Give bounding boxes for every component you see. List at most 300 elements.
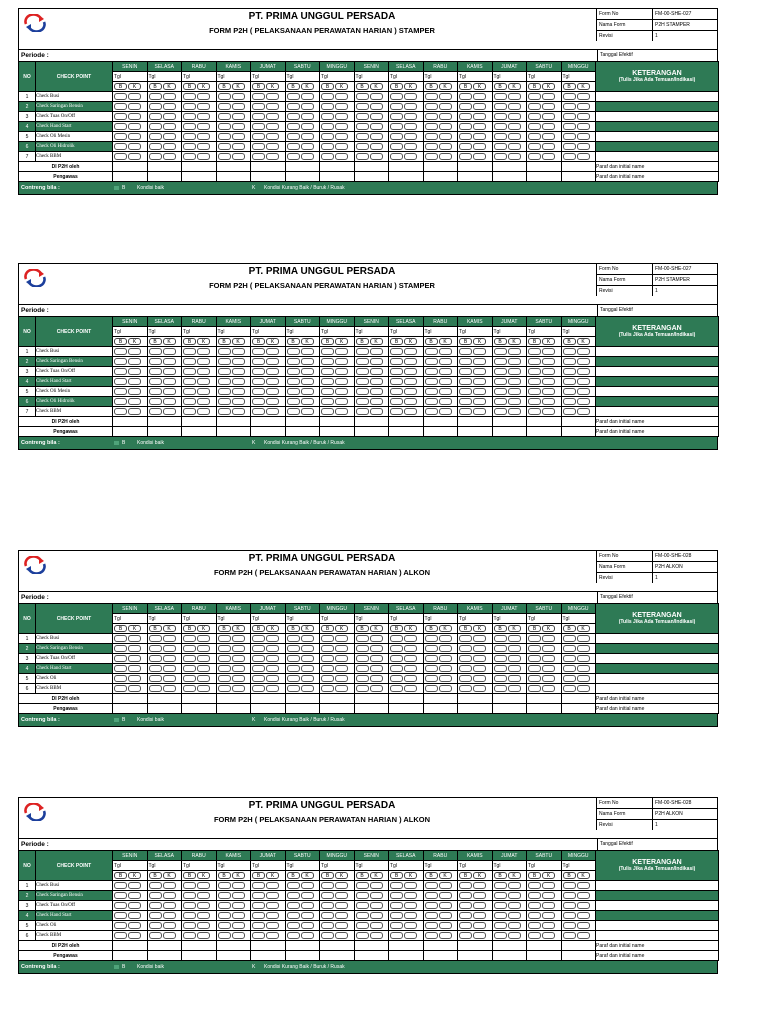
check-b-box[interactable] xyxy=(287,103,300,110)
signature-cell[interactable] xyxy=(216,951,251,961)
check-k-box[interactable] xyxy=(232,153,245,160)
check-b-box[interactable] xyxy=(114,113,127,120)
check-k-box[interactable] xyxy=(370,388,383,395)
check-k-box[interactable] xyxy=(542,645,555,652)
check-b-box[interactable] xyxy=(183,123,196,130)
check-b-box[interactable] xyxy=(390,358,403,365)
check-b-box[interactable] xyxy=(149,635,162,642)
check-b-box[interactable] xyxy=(494,892,507,899)
check-b-box[interactable] xyxy=(183,902,196,909)
check-k-box[interactable] xyxy=(232,882,245,889)
check-b-box[interactable] xyxy=(390,645,403,652)
check-k-box[interactable] xyxy=(197,103,210,110)
check-k-box[interactable] xyxy=(197,882,210,889)
signature-cell[interactable] xyxy=(527,941,562,951)
check-k-box[interactable] xyxy=(577,912,590,919)
check-b-box[interactable] xyxy=(494,153,507,160)
tgl-cell[interactable] xyxy=(354,861,389,871)
check-k-box[interactable] xyxy=(301,902,314,909)
tgl-cell[interactable] xyxy=(389,72,424,82)
tgl-cell[interactable] xyxy=(492,327,527,337)
signature-cell[interactable] xyxy=(458,951,493,961)
check-k-box[interactable] xyxy=(542,635,555,642)
check-k-box[interactable] xyxy=(163,388,176,395)
check-b-box[interactable] xyxy=(563,103,576,110)
signature-cell[interactable] xyxy=(182,941,217,951)
check-b-box[interactable] xyxy=(390,932,403,939)
check-k-box[interactable] xyxy=(266,665,279,672)
signature-cell[interactable] xyxy=(216,417,251,427)
check-b-box[interactable] xyxy=(356,912,369,919)
check-k-box[interactable] xyxy=(197,378,210,385)
check-k-box[interactable] xyxy=(266,358,279,365)
check-k-box[interactable] xyxy=(197,408,210,415)
check-b-box[interactable] xyxy=(528,153,541,160)
check-b-box[interactable] xyxy=(425,143,438,150)
tgl-cell[interactable] xyxy=(216,614,251,624)
check-b-box[interactable] xyxy=(252,93,265,100)
check-k-box[interactable] xyxy=(197,388,210,395)
check-k-box[interactable] xyxy=(542,133,555,140)
check-b-box[interactable] xyxy=(114,912,127,919)
check-b-box[interactable] xyxy=(321,685,334,692)
check-k-box[interactable] xyxy=(266,645,279,652)
signature-cell[interactable] xyxy=(251,417,286,427)
check-k-box[interactable] xyxy=(128,113,141,120)
check-b-box[interactable] xyxy=(218,645,231,652)
signature-cell[interactable] xyxy=(182,172,217,182)
check-k-box[interactable] xyxy=(128,675,141,682)
check-k-box[interactable] xyxy=(197,123,210,130)
tgl-cell[interactable] xyxy=(423,327,458,337)
tgl-cell[interactable] xyxy=(113,72,148,82)
check-b-box[interactable] xyxy=(494,882,507,889)
check-b-box[interactable] xyxy=(218,123,231,130)
check-k-box[interactable] xyxy=(335,932,348,939)
check-b-box[interactable] xyxy=(183,408,196,415)
check-b-box[interactable] xyxy=(183,348,196,355)
check-b-box[interactable] xyxy=(563,133,576,140)
check-k-box[interactable] xyxy=(577,123,590,130)
check-k-box[interactable] xyxy=(335,922,348,929)
check-k-box[interactable] xyxy=(232,408,245,415)
check-k-box[interactable] xyxy=(232,645,245,652)
check-b-box[interactable] xyxy=(494,378,507,385)
signature-cell[interactable] xyxy=(251,951,286,961)
check-b-box[interactable] xyxy=(459,922,472,929)
signature-cell[interactable] xyxy=(458,941,493,951)
check-b-box[interactable] xyxy=(149,133,162,140)
signature-cell[interactable] xyxy=(389,704,424,714)
tgl-cell[interactable] xyxy=(285,327,320,337)
signature-cell[interactable] xyxy=(458,694,493,704)
signature-cell[interactable] xyxy=(492,694,527,704)
check-b-box[interactable] xyxy=(356,103,369,110)
check-b-box[interactable] xyxy=(356,378,369,385)
check-k-box[interactable] xyxy=(404,902,417,909)
signature-cell[interactable] xyxy=(320,417,355,427)
check-b-box[interactable] xyxy=(183,103,196,110)
check-k-box[interactable] xyxy=(266,655,279,662)
check-k-box[interactable] xyxy=(473,645,486,652)
check-k-box[interactable] xyxy=(197,398,210,405)
keterangan-cell[interactable] xyxy=(596,387,719,397)
check-k-box[interactable] xyxy=(163,368,176,375)
check-k-box[interactable] xyxy=(577,348,590,355)
check-b-box[interactable] xyxy=(183,388,196,395)
check-k-box[interactable] xyxy=(301,635,314,642)
check-b-box[interactable] xyxy=(563,388,576,395)
check-b-box[interactable] xyxy=(183,922,196,929)
signature-cell[interactable] xyxy=(113,162,148,172)
check-k-box[interactable] xyxy=(128,378,141,385)
check-k-box[interactable] xyxy=(439,153,452,160)
tgl-cell[interactable] xyxy=(492,72,527,82)
check-k-box[interactable] xyxy=(370,378,383,385)
tgl-cell[interactable] xyxy=(182,72,217,82)
check-k-box[interactable] xyxy=(163,153,176,160)
check-k-box[interactable] xyxy=(508,103,521,110)
check-b-box[interactable] xyxy=(425,902,438,909)
check-k-box[interactable] xyxy=(473,892,486,899)
signature-cell[interactable] xyxy=(182,694,217,704)
check-k-box[interactable] xyxy=(508,408,521,415)
check-b-box[interactable] xyxy=(287,143,300,150)
check-k-box[interactable] xyxy=(301,932,314,939)
check-b-box[interactable] xyxy=(425,912,438,919)
check-k-box[interactable] xyxy=(473,408,486,415)
signature-cell[interactable] xyxy=(147,941,182,951)
check-b-box[interactable] xyxy=(114,93,127,100)
check-k-box[interactable] xyxy=(197,348,210,355)
keterangan-cell[interactable] xyxy=(596,664,719,674)
check-k-box[interactable] xyxy=(128,348,141,355)
check-b-box[interactable] xyxy=(494,123,507,130)
check-k-box[interactable] xyxy=(370,922,383,929)
signature-cell[interactable] xyxy=(527,162,562,172)
signature-cell[interactable] xyxy=(561,704,596,714)
check-k-box[interactable] xyxy=(370,685,383,692)
check-k-box[interactable] xyxy=(163,358,176,365)
check-b-box[interactable] xyxy=(321,882,334,889)
check-b-box[interactable] xyxy=(356,398,369,405)
check-k-box[interactable] xyxy=(301,675,314,682)
check-b-box[interactable] xyxy=(149,348,162,355)
check-k-box[interactable] xyxy=(404,153,417,160)
check-b-box[interactable] xyxy=(356,408,369,415)
check-k-box[interactable] xyxy=(301,123,314,130)
check-b-box[interactable] xyxy=(528,932,541,939)
check-b-box[interactable] xyxy=(321,143,334,150)
check-k-box[interactable] xyxy=(404,388,417,395)
keterangan-cell[interactable] xyxy=(596,367,719,377)
check-k-box[interactable] xyxy=(577,882,590,889)
check-k-box[interactable] xyxy=(128,368,141,375)
check-k-box[interactable] xyxy=(577,153,590,160)
check-k-box[interactable] xyxy=(473,388,486,395)
check-b-box[interactable] xyxy=(494,133,507,140)
check-b-box[interactable] xyxy=(287,123,300,130)
signature-cell[interactable] xyxy=(527,951,562,961)
check-b-box[interactable] xyxy=(459,93,472,100)
check-k-box[interactable] xyxy=(301,922,314,929)
check-b-box[interactable] xyxy=(390,93,403,100)
check-k-box[interactable] xyxy=(439,882,452,889)
check-b-box[interactable] xyxy=(149,675,162,682)
signature-cell[interactable] xyxy=(285,417,320,427)
check-b-box[interactable] xyxy=(114,892,127,899)
check-k-box[interactable] xyxy=(473,133,486,140)
check-b-box[interactable] xyxy=(563,655,576,662)
check-b-box[interactable] xyxy=(528,388,541,395)
check-k-box[interactable] xyxy=(335,675,348,682)
check-k-box[interactable] xyxy=(197,665,210,672)
check-b-box[interactable] xyxy=(183,882,196,889)
check-k-box[interactable] xyxy=(128,635,141,642)
check-k-box[interactable] xyxy=(542,408,555,415)
signature-cell[interactable] xyxy=(251,941,286,951)
check-k-box[interactable] xyxy=(232,922,245,929)
check-b-box[interactable] xyxy=(149,143,162,150)
check-b-box[interactable] xyxy=(287,892,300,899)
check-b-box[interactable] xyxy=(528,645,541,652)
check-k-box[interactable] xyxy=(163,93,176,100)
check-b-box[interactable] xyxy=(356,655,369,662)
tgl-cell[interactable] xyxy=(492,614,527,624)
check-b-box[interactable] xyxy=(425,368,438,375)
check-b-box[interactable] xyxy=(425,398,438,405)
check-b-box[interactable] xyxy=(425,882,438,889)
signature-cell[interactable] xyxy=(423,694,458,704)
check-k-box[interactable] xyxy=(508,93,521,100)
check-b-box[interactable] xyxy=(252,388,265,395)
signature-cell[interactable] xyxy=(389,941,424,951)
check-b-box[interactable] xyxy=(252,675,265,682)
check-b-box[interactable] xyxy=(321,358,334,365)
check-k-box[interactable] xyxy=(473,113,486,120)
keterangan-cell[interactable] xyxy=(596,142,719,152)
check-k-box[interactable] xyxy=(335,645,348,652)
tgl-cell[interactable] xyxy=(113,327,148,337)
check-k-box[interactable] xyxy=(370,348,383,355)
check-b-box[interactable] xyxy=(390,912,403,919)
tgl-cell[interactable] xyxy=(458,861,493,871)
check-b-box[interactable] xyxy=(252,348,265,355)
check-b-box[interactable] xyxy=(425,123,438,130)
signature-cell[interactable] xyxy=(216,941,251,951)
check-b-box[interactable] xyxy=(287,133,300,140)
signature-cell[interactable] xyxy=(147,417,182,427)
check-k-box[interactable] xyxy=(370,902,383,909)
check-b-box[interactable] xyxy=(321,645,334,652)
check-b-box[interactable] xyxy=(390,665,403,672)
check-k-box[interactable] xyxy=(335,93,348,100)
check-k-box[interactable] xyxy=(128,398,141,405)
tgl-cell[interactable] xyxy=(182,861,217,871)
tgl-cell[interactable] xyxy=(147,861,182,871)
check-b-box[interactable] xyxy=(390,685,403,692)
check-k-box[interactable] xyxy=(163,123,176,130)
check-b-box[interactable] xyxy=(563,358,576,365)
check-k-box[interactable] xyxy=(404,675,417,682)
check-b-box[interactable] xyxy=(356,368,369,375)
check-b-box[interactable] xyxy=(252,113,265,120)
check-b-box[interactable] xyxy=(356,685,369,692)
check-k-box[interactable] xyxy=(439,675,452,682)
check-k-box[interactable] xyxy=(473,93,486,100)
check-k-box[interactable] xyxy=(370,398,383,405)
signature-cell[interactable] xyxy=(354,172,389,182)
check-k-box[interactable] xyxy=(404,113,417,120)
check-b-box[interactable] xyxy=(494,103,507,110)
check-b-box[interactable] xyxy=(459,675,472,682)
check-b-box[interactable] xyxy=(149,93,162,100)
check-k-box[interactable] xyxy=(232,348,245,355)
check-k-box[interactable] xyxy=(473,123,486,130)
signature-cell[interactable] xyxy=(285,694,320,704)
check-b-box[interactable] xyxy=(563,932,576,939)
check-b-box[interactable] xyxy=(390,368,403,375)
tgl-cell[interactable] xyxy=(354,327,389,337)
check-k-box[interactable] xyxy=(128,143,141,150)
tgl-cell[interactable] xyxy=(561,327,596,337)
check-b-box[interactable] xyxy=(183,398,196,405)
check-k-box[interactable] xyxy=(335,685,348,692)
check-b-box[interactable] xyxy=(356,133,369,140)
keterangan-cell[interactable] xyxy=(596,911,719,921)
check-b-box[interactable] xyxy=(252,902,265,909)
tgl-cell[interactable] xyxy=(527,72,562,82)
check-k-box[interactable] xyxy=(439,133,452,140)
check-k-box[interactable] xyxy=(301,93,314,100)
check-k-box[interactable] xyxy=(232,368,245,375)
signature-cell[interactable] xyxy=(492,951,527,961)
check-b-box[interactable] xyxy=(390,143,403,150)
signature-cell[interactable] xyxy=(458,172,493,182)
check-k-box[interactable] xyxy=(508,153,521,160)
signature-cell[interactable] xyxy=(147,704,182,714)
check-k-box[interactable] xyxy=(163,902,176,909)
check-b-box[interactable] xyxy=(494,932,507,939)
check-b-box[interactable] xyxy=(390,378,403,385)
check-k-box[interactable] xyxy=(404,103,417,110)
check-k-box[interactable] xyxy=(542,143,555,150)
check-b-box[interactable] xyxy=(425,93,438,100)
check-k-box[interactable] xyxy=(128,645,141,652)
check-b-box[interactable] xyxy=(183,912,196,919)
check-k-box[interactable] xyxy=(542,153,555,160)
check-b-box[interactable] xyxy=(425,153,438,160)
check-b-box[interactable] xyxy=(494,143,507,150)
tgl-cell[interactable] xyxy=(527,327,562,337)
tgl-cell[interactable] xyxy=(458,327,493,337)
check-k-box[interactable] xyxy=(473,378,486,385)
check-b-box[interactable] xyxy=(494,348,507,355)
tgl-cell[interactable] xyxy=(320,614,355,624)
check-k-box[interactable] xyxy=(473,922,486,929)
check-b-box[interactable] xyxy=(459,398,472,405)
signature-cell[interactable] xyxy=(113,951,148,961)
check-b-box[interactable] xyxy=(252,665,265,672)
check-k-box[interactable] xyxy=(473,932,486,939)
check-b-box[interactable] xyxy=(114,378,127,385)
check-b-box[interactable] xyxy=(356,902,369,909)
check-k-box[interactable] xyxy=(301,388,314,395)
check-k-box[interactable] xyxy=(301,378,314,385)
check-b-box[interactable] xyxy=(287,408,300,415)
check-k-box[interactable] xyxy=(439,408,452,415)
check-k-box[interactable] xyxy=(508,378,521,385)
check-b-box[interactable] xyxy=(287,645,300,652)
check-b-box[interactable] xyxy=(425,358,438,365)
check-b-box[interactable] xyxy=(287,378,300,385)
check-b-box[interactable] xyxy=(356,922,369,929)
check-b-box[interactable] xyxy=(528,635,541,642)
check-k-box[interactable] xyxy=(508,635,521,642)
tgl-cell[interactable] xyxy=(285,614,320,624)
signature-cell[interactable] xyxy=(423,417,458,427)
check-b-box[interactable] xyxy=(252,932,265,939)
signature-cell[interactable] xyxy=(182,162,217,172)
check-k-box[interactable] xyxy=(473,685,486,692)
check-b-box[interactable] xyxy=(459,665,472,672)
check-k-box[interactable] xyxy=(335,348,348,355)
signature-cell[interactable] xyxy=(561,162,596,172)
check-k-box[interactable] xyxy=(508,912,521,919)
check-b-box[interactable] xyxy=(425,103,438,110)
check-b-box[interactable] xyxy=(563,408,576,415)
check-b-box[interactable] xyxy=(528,113,541,120)
signature-cell[interactable] xyxy=(354,417,389,427)
check-b-box[interactable] xyxy=(563,348,576,355)
check-k-box[interactable] xyxy=(473,635,486,642)
signature-cell[interactable] xyxy=(182,417,217,427)
check-b-box[interactable] xyxy=(287,153,300,160)
check-k-box[interactable] xyxy=(163,645,176,652)
tgl-cell[interactable] xyxy=(251,72,286,82)
keterangan-cell[interactable] xyxy=(596,931,719,941)
check-b-box[interactable] xyxy=(114,143,127,150)
check-b-box[interactable] xyxy=(390,133,403,140)
tgl-cell[interactable] xyxy=(561,72,596,82)
check-b-box[interactable] xyxy=(494,388,507,395)
check-k-box[interactable] xyxy=(439,143,452,150)
signature-cell[interactable] xyxy=(216,427,251,437)
check-b-box[interactable] xyxy=(459,912,472,919)
check-k-box[interactable] xyxy=(266,93,279,100)
check-b-box[interactable] xyxy=(425,113,438,120)
check-k-box[interactable] xyxy=(473,398,486,405)
check-k-box[interactable] xyxy=(266,922,279,929)
check-k-box[interactable] xyxy=(577,378,590,385)
check-b-box[interactable] xyxy=(218,103,231,110)
check-k-box[interactable] xyxy=(335,635,348,642)
check-k-box[interactable] xyxy=(508,892,521,899)
tgl-cell[interactable] xyxy=(354,72,389,82)
check-b-box[interactable] xyxy=(252,912,265,919)
check-b-box[interactable] xyxy=(425,635,438,642)
check-b-box[interactable] xyxy=(218,922,231,929)
check-b-box[interactable] xyxy=(321,635,334,642)
check-b-box[interactable] xyxy=(528,408,541,415)
check-k-box[interactable] xyxy=(439,103,452,110)
signature-cell[interactable] xyxy=(354,941,389,951)
check-k-box[interactable] xyxy=(370,153,383,160)
check-k-box[interactable] xyxy=(577,675,590,682)
check-k-box[interactable] xyxy=(301,113,314,120)
check-b-box[interactable] xyxy=(252,882,265,889)
check-b-box[interactable] xyxy=(149,408,162,415)
